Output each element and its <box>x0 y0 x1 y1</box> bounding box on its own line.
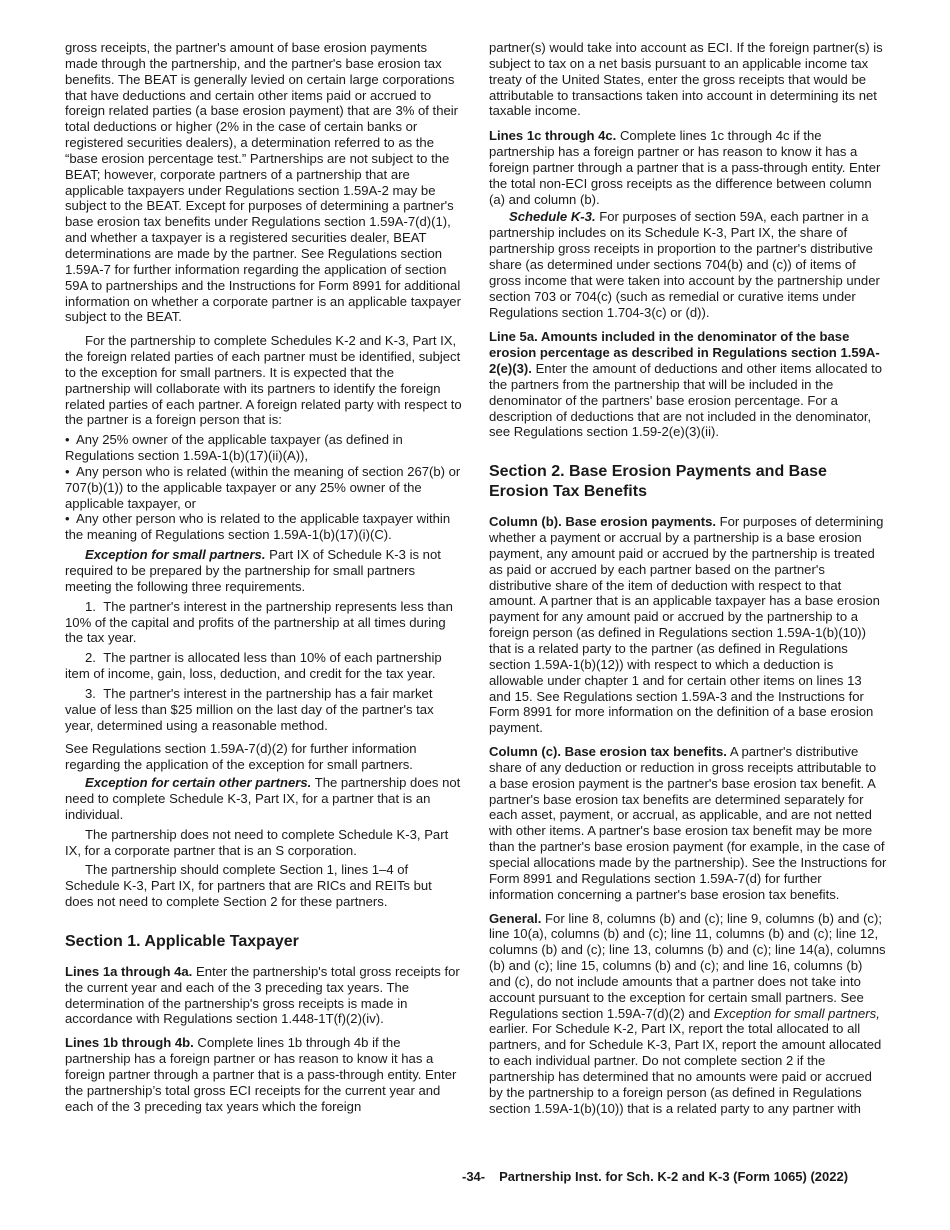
schedule-k3-heading: Schedule K-3. <box>509 209 596 225</box>
s-corporation-paragraph: The partnership does not need to complete Schedule K-3, Part IX, for a corporate partner that is an S corporation. <box>65 826 449 858</box>
lines-1b-4b-heading: Lines 1b through 4b. <box>65 1035 194 1051</box>
lines-1c-4c-paragraph: Lines 1c through 4c. Complete lines 1c through 4c if the partnership has a foreign partner or has reason to know it has a foreign partner through a partner that is a pass-through entity. Enter the total non-ECI gross receipts as the difference between column (a) and column (b). <box>489 128 881 207</box>
requirement-2: 2. The partner is allocated less than 10% of each partnership item of income, gain, loss, deduction, and credit for the tax year. <box>65 650 442 682</box>
page-footer <box>462 1169 848 1184</box>
page-number: -34- <box>462 1169 486 1184</box>
general-heading: General. <box>489 910 542 926</box>
requirement-1: 1. The partner's interest in the partnership represents less than 10% of the capital and profits of the partnership at all times during the tax year. <box>65 598 453 646</box>
lines-1b-4b-paragraph: Lines 1b through 4b. Complete lines 1b through 4b if the partnership has a foreign partner or has reason to know it has a foreign partner through a partner that is a pass-through entity. Enter the partnership’s total gross ECI receipts for the current year and each of the 3 preceding tax years which the foreign <box>65 1035 457 1114</box>
requirement-3: 3. The partner's interest in the partnership has a fair market value of less than $25 million on the last day of the partner's tax year, determined using a reasonable method. <box>65 685 434 733</box>
intro-paragraph: gross receipts, the partner's amount of base erosion payments made through the partnership, and the partner's base erosion tax benefits. The BEAT is generally levied on certain large corporations that have deductions and certain other items paid or accrued to foreign related parties (a base erosion payment) that are 3% of their total deductions or higher (2% in the case of certain banks or registered securities dealers), a determination referred to as the “base erosion percentage test.” Partnerships are not subject to the BEAT; however, corporate partners of a partnership that are applicable taxpayers under Regulations section 1.59A-2 may be subject to the BEAT. Except for purposes of determining a partner's base erosion tax benefits under Regulations section 1.59A-7(d)(1), and whether a taxpayer is a registered securities dealer, BEAT determinations are made by the partner. See Regulations section 1.59A-7 for further information regarding the application of section 59A to partnerships and the Instructions for Form 8991 for additional information on whether a corporate partner is an applicable taxpayer subject to the BEAT. <box>65 40 461 325</box>
column-b-paragraph: Column (b). Base erosion payments. For purposes of determining whether a payment or accrual by a partnership is a base erosion payment, any amount paid or accrued by the partnership is treated as paid or accrued by each partner based on the partner's distributive share of the item of deduction with respect to that amount. A partner that is an applicable taxpayer has a base erosion payment for any amount paid or accrued by the partnership to a foreign person (as defined in Regulations section 1.59A-1(b)(10)) that is a related party to the partner (as defined in Regulations section 1.59A-1(b)(12)) with respect to which a deduction is allowable under chapter 1 and for certain other items on lines 13 and 15. See Regulations section 1.59A-3 and the Instructions for Form 8991 for more information on the definition of a base erosion payment. <box>489 514 884 736</box>
see-regulations-paragraph: See Regulations section 1.59A-7(d)(2) for further information regarding the application of the exception for small partners. <box>65 741 417 773</box>
other-partners-exception: Exception for certain other partners. The partnership does not need to complete Schedule K-3, Part IX, for a partner that is an individual. <box>65 775 461 822</box>
line-5a-heading: Line 5a. Amounts included in the denominator of the base erosion percentage as described in Regulations section 1.59A-2(e)(3). <box>489 329 880 377</box>
column-c-heading: Column (c). Base erosion tax benefits. <box>489 744 727 760</box>
other-partners-heading: Exception for certain other partners. <box>85 775 312 791</box>
general-paragraph: General. For line 8, columns (b) and (c); line 9, columns (b) and (c); line 10(a), columns (b) and (c); line 11, columns (b) and (c); line 12, columns (b) and (c); line 13, columns (b) and (c); line 14(a), columns (b) and (c); line 15, columns (b) and (c); and line 16, columns (b) and (c), do not include amounts that a partner does not take into account pursuant to the exception for certain small partners. See Regulations section 1.59A-7(d)(2) and Exception for small partners, earlier. For Schedule K-2, Part IX, report the total allocated to all partners, and for Schedule K-3, Part IX, report the amount allocated to each individual partner. Do not complete section 2 if the partnership has determined that no amounts were paid or accrued by the partnership to a foreign person (as defined in Regulations section 1.59A-1(b)(10)) that is a related party to any partner with <box>489 910 886 1116</box>
lines-1a-4a-paragraph: Lines 1a through 4a. Enter the partnership's total gross receipts for the current year and each of the 3 preceding tax years. The determination of the partnership's gross receipts is made in accordance with Regulations section 1.448-1T(f)(2)(iv). <box>65 963 460 1027</box>
footer-title: Partnership Inst. for Sch. K-2 and K-3 (Form 1065) (2022) <box>499 1169 849 1184</box>
small-partners-reference: Exception for small partners, <box>713 1005 880 1021</box>
small-partners-heading: Exception for small partners. <box>85 547 266 563</box>
foreign-related-parties-paragraph: For the partnership to complete Schedules K-2 and K-3, Part IX, the foreign related parties of each partner must be identified, subject to the exception for small partners. It is expected that the partnership will collaborate with its partners to identify the foreign related parties of each partner. A foreign related party with respect to the partner is a foreign person that is: <box>65 333 462 428</box>
line-5a-paragraph: Line 5a. Amounts included in the denominator of the base erosion percentage as described in Regulations section 1.59A-2(e)(3). Enter the amount of deductions and other items allocated to the partners from the partnership that will be included in the denominator of the partners' base erosion percentage. For a description of deductions that are not included in the denominator, see Regulations section 1.59-2(e)(3)(ii). <box>489 329 883 440</box>
column-c-paragraph: Column (c). Base erosion tax benefits. A partner's distributive share of any deduction or reduction in gross receipts attributable to a base erosion payment is the partner's base erosion tax benefit. A partner's base erosion tax benefits are determined separately for each asset, payment, or accrual, as applicable, and are not netted with other items. A partner's base erosion tax benefit may be more than the partner's base erosion payment (for example, in the case of special allocations made by the partnership). See the Instructions for Form 8991 and Regulations section 1.59A-7(d) for further information concerning a partner's base erosion tax benefits. <box>489 744 887 902</box>
rics-reits-paragraph: The partnership should complete Section 1, lines 1–4 of Schedule K-3, Part IX, for partners that are RICs and REITs but does not need to complete Section 2 for these partners. <box>65 862 432 910</box>
section-2-heading: Section 2. Base Erosion Payments and Base Erosion Tax Benefits <box>489 463 827 501</box>
left-column <box>65 40 463 1122</box>
bullet-item: • Any other person who is related to the applicable taxpayer within the meaning of Regulations section 1.59A-1(b)(17)(i)(C). <box>65 511 451 543</box>
schedule-k3-paragraph: Schedule K-3. For purposes of section 59A, each partner in a partnership includes on its Schedule K-3, Part IX, the share of partnership gross receipts in proportion to the partner's distributive share (as determined under sections 704(b) and (c)) of items of gross income that were taken into account by the partnership under section 703 or 704(c) (such as remedial or curative items under Regulations section 1.704-3(c) or (d)). <box>489 209 880 320</box>
bullet-item: • Any 25% owner of the applicable taxpayer (as defined in Regulations section 1.59A-1(b)(17)(ii)(A)), <box>65 432 403 464</box>
right-column <box>489 40 887 1124</box>
lines-1c-4c-heading: Lines 1c through 4c. <box>489 128 617 144</box>
lines-1a-4a-heading: Lines 1a through 4a. <box>65 963 193 979</box>
small-partners-exception: Exception for small partners. Part IX of Schedule K-3 is not required to be prepared by the partnership for small partners meeting the following three requirements. <box>65 547 441 594</box>
column-b-heading: Column (b). Base erosion payments. <box>489 514 716 530</box>
continued-paragraph: partner(s) would take into account as ECI. If the foreign partner(s) is subject to tax on a net basis pursuant to an applicable income tax treaty of the United States, enter the gross receipts that would be attributable to transactions taken into account in determining its net taxable income. <box>489 40 883 119</box>
section-1-heading: Section 1. Applicable Taxpayer <box>65 932 299 950</box>
bullet-item: • Any person who is related (within the meaning of section 267(b) or 707(b)(1)) to the applicable taxpayer or any 25% owner of the applicable taxpayer, or <box>65 463 461 511</box>
